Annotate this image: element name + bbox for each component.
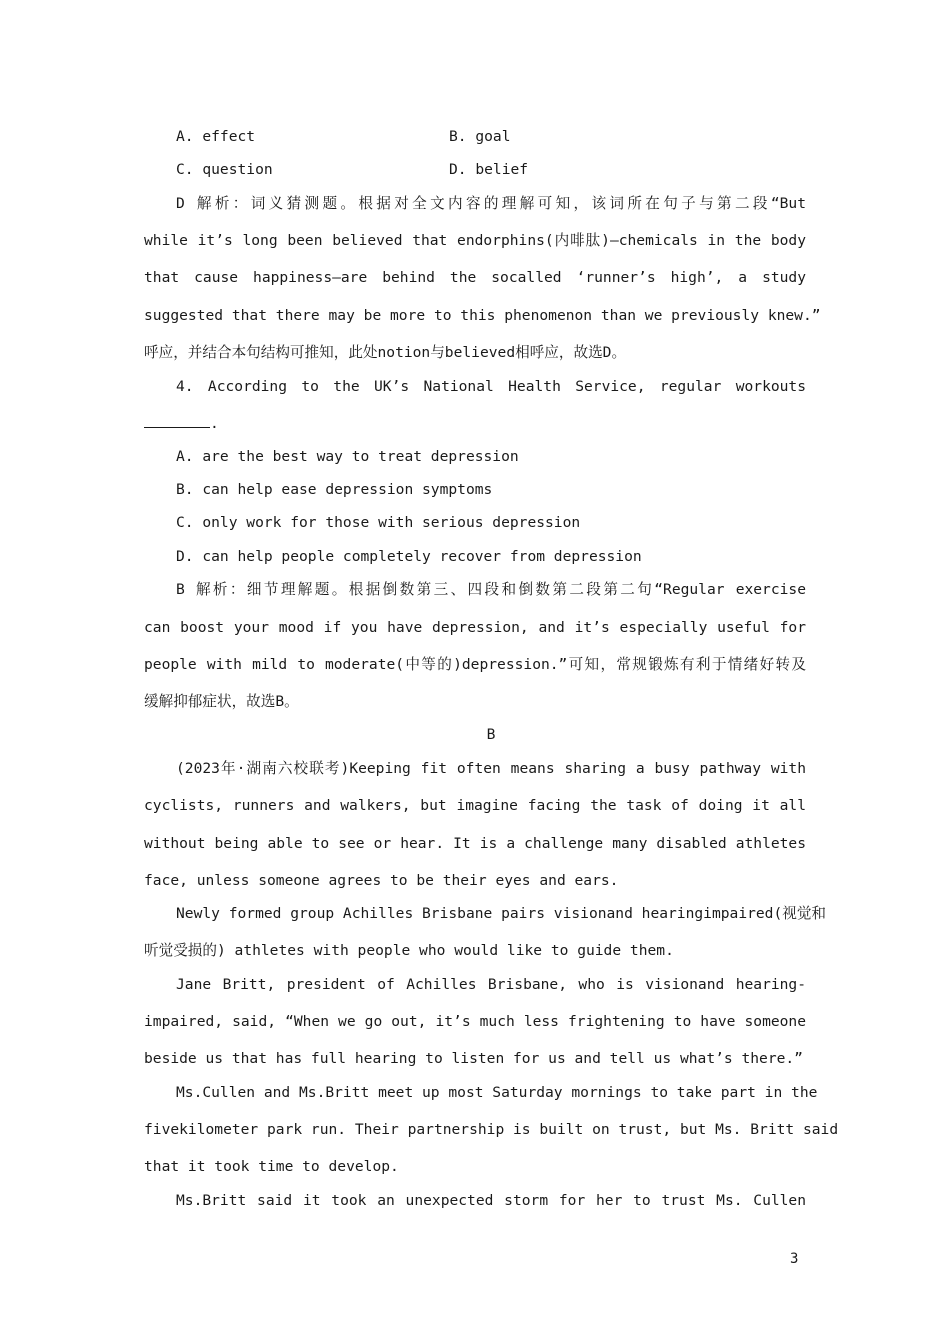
passage-line: beside us that has full hearing to listen for us and tell us what’s there.”	[144, 1050, 803, 1067]
q4-option-b: B. can help ease depression symptoms	[176, 481, 493, 498]
q4-stem: 4. According to the UK’s National Health Service, regular workouts	[176, 378, 806, 395]
q3-analysis-line: 呼应，并结合本句结构可推知，此处notion与believed相呼应，故选D。	[144, 344, 627, 361]
q4-analysis-line: people with mild to moderate(中等的)depression.”可知，常规锻炼有利于情绪好转及	[144, 656, 806, 673]
q3-option-d: D. belief	[449, 161, 529, 178]
q4-option-a: A. are the best way to treat depression	[176, 448, 519, 465]
q3-option-a: A. effect	[176, 128, 256, 145]
q3-analysis-line: that cause happiness—are behind the socalled ‘runner’s high’, a study	[144, 269, 806, 286]
passage-line: face, unless someone agrees to be their eyes and ears.	[144, 872, 619, 889]
q3-analysis-line: while it’s long been believed that endorphins(内啡肽)—chemicals in the body	[144, 232, 806, 249]
passage-line: Ms.Cullen and Ms.Britt meet up most Saturday mornings to take part in the	[176, 1084, 818, 1101]
q4-analysis-line: 缓解抑郁症状，故选B。	[144, 693, 299, 710]
q4-option-d: D. can help people completely recover from depression	[176, 548, 642, 565]
q4-blank-end: .	[210, 415, 219, 432]
passage-line: Jane Britt, president of Achilles Brisbane, who is visionand hearing-	[176, 976, 806, 993]
answer-blank	[144, 415, 210, 428]
passage-line: without being able to see or hear. It is a challenge many disabled athletes	[144, 835, 806, 852]
passage-line: Newly formed group Achilles Brisbane pairs visionand hearingimpaired(视觉和	[176, 905, 827, 922]
q4-analysis-line: B 解析：细节理解题。根据倒数第三、四段和倒数第二段第二句“Regular exercise	[176, 581, 806, 598]
q4-blank-line	[144, 414, 806, 434]
q3-option-c: C. question	[176, 161, 273, 178]
q4-analysis-line: can boost your mood if you have depression, and it’s especially useful for	[144, 619, 806, 636]
passage-line: fivekilometer park run. Their partnership is built on trust, but Ms. Britt said	[144, 1121, 839, 1138]
passage-line: impaired, said, “When we go out, it’s much less frightening to have someone	[144, 1013, 806, 1030]
q4-option-c: C. only work for those with serious depression	[176, 514, 581, 531]
q3-option-b: B. goal	[449, 128, 511, 145]
section-heading: B	[486, 726, 496, 743]
q3-analysis-line: D 解析：词义猜测题。根据对全文内容的理解可知，该词所在句子与第二段“But	[176, 195, 806, 212]
passage-line: 听觉受损的) athletes with people who would like to guide them.	[144, 942, 674, 959]
passage-line: cyclists, runners and walkers, but imagine facing the task of doing it all	[144, 797, 806, 814]
page-number: 3	[790, 1251, 799, 1267]
passage-line: Ms.Britt said it took an unexpected storm for her to trust Ms. Cullen	[176, 1192, 806, 1209]
passage-line: (2023年·湖南六校联考)Keeping fit often means sharing a busy pathway with	[176, 760, 806, 777]
passage-line: that it took time to develop.	[144, 1158, 399, 1175]
q3-analysis-line: suggested that there may be more to this phenomenon than we previously knew.”	[144, 307, 821, 324]
